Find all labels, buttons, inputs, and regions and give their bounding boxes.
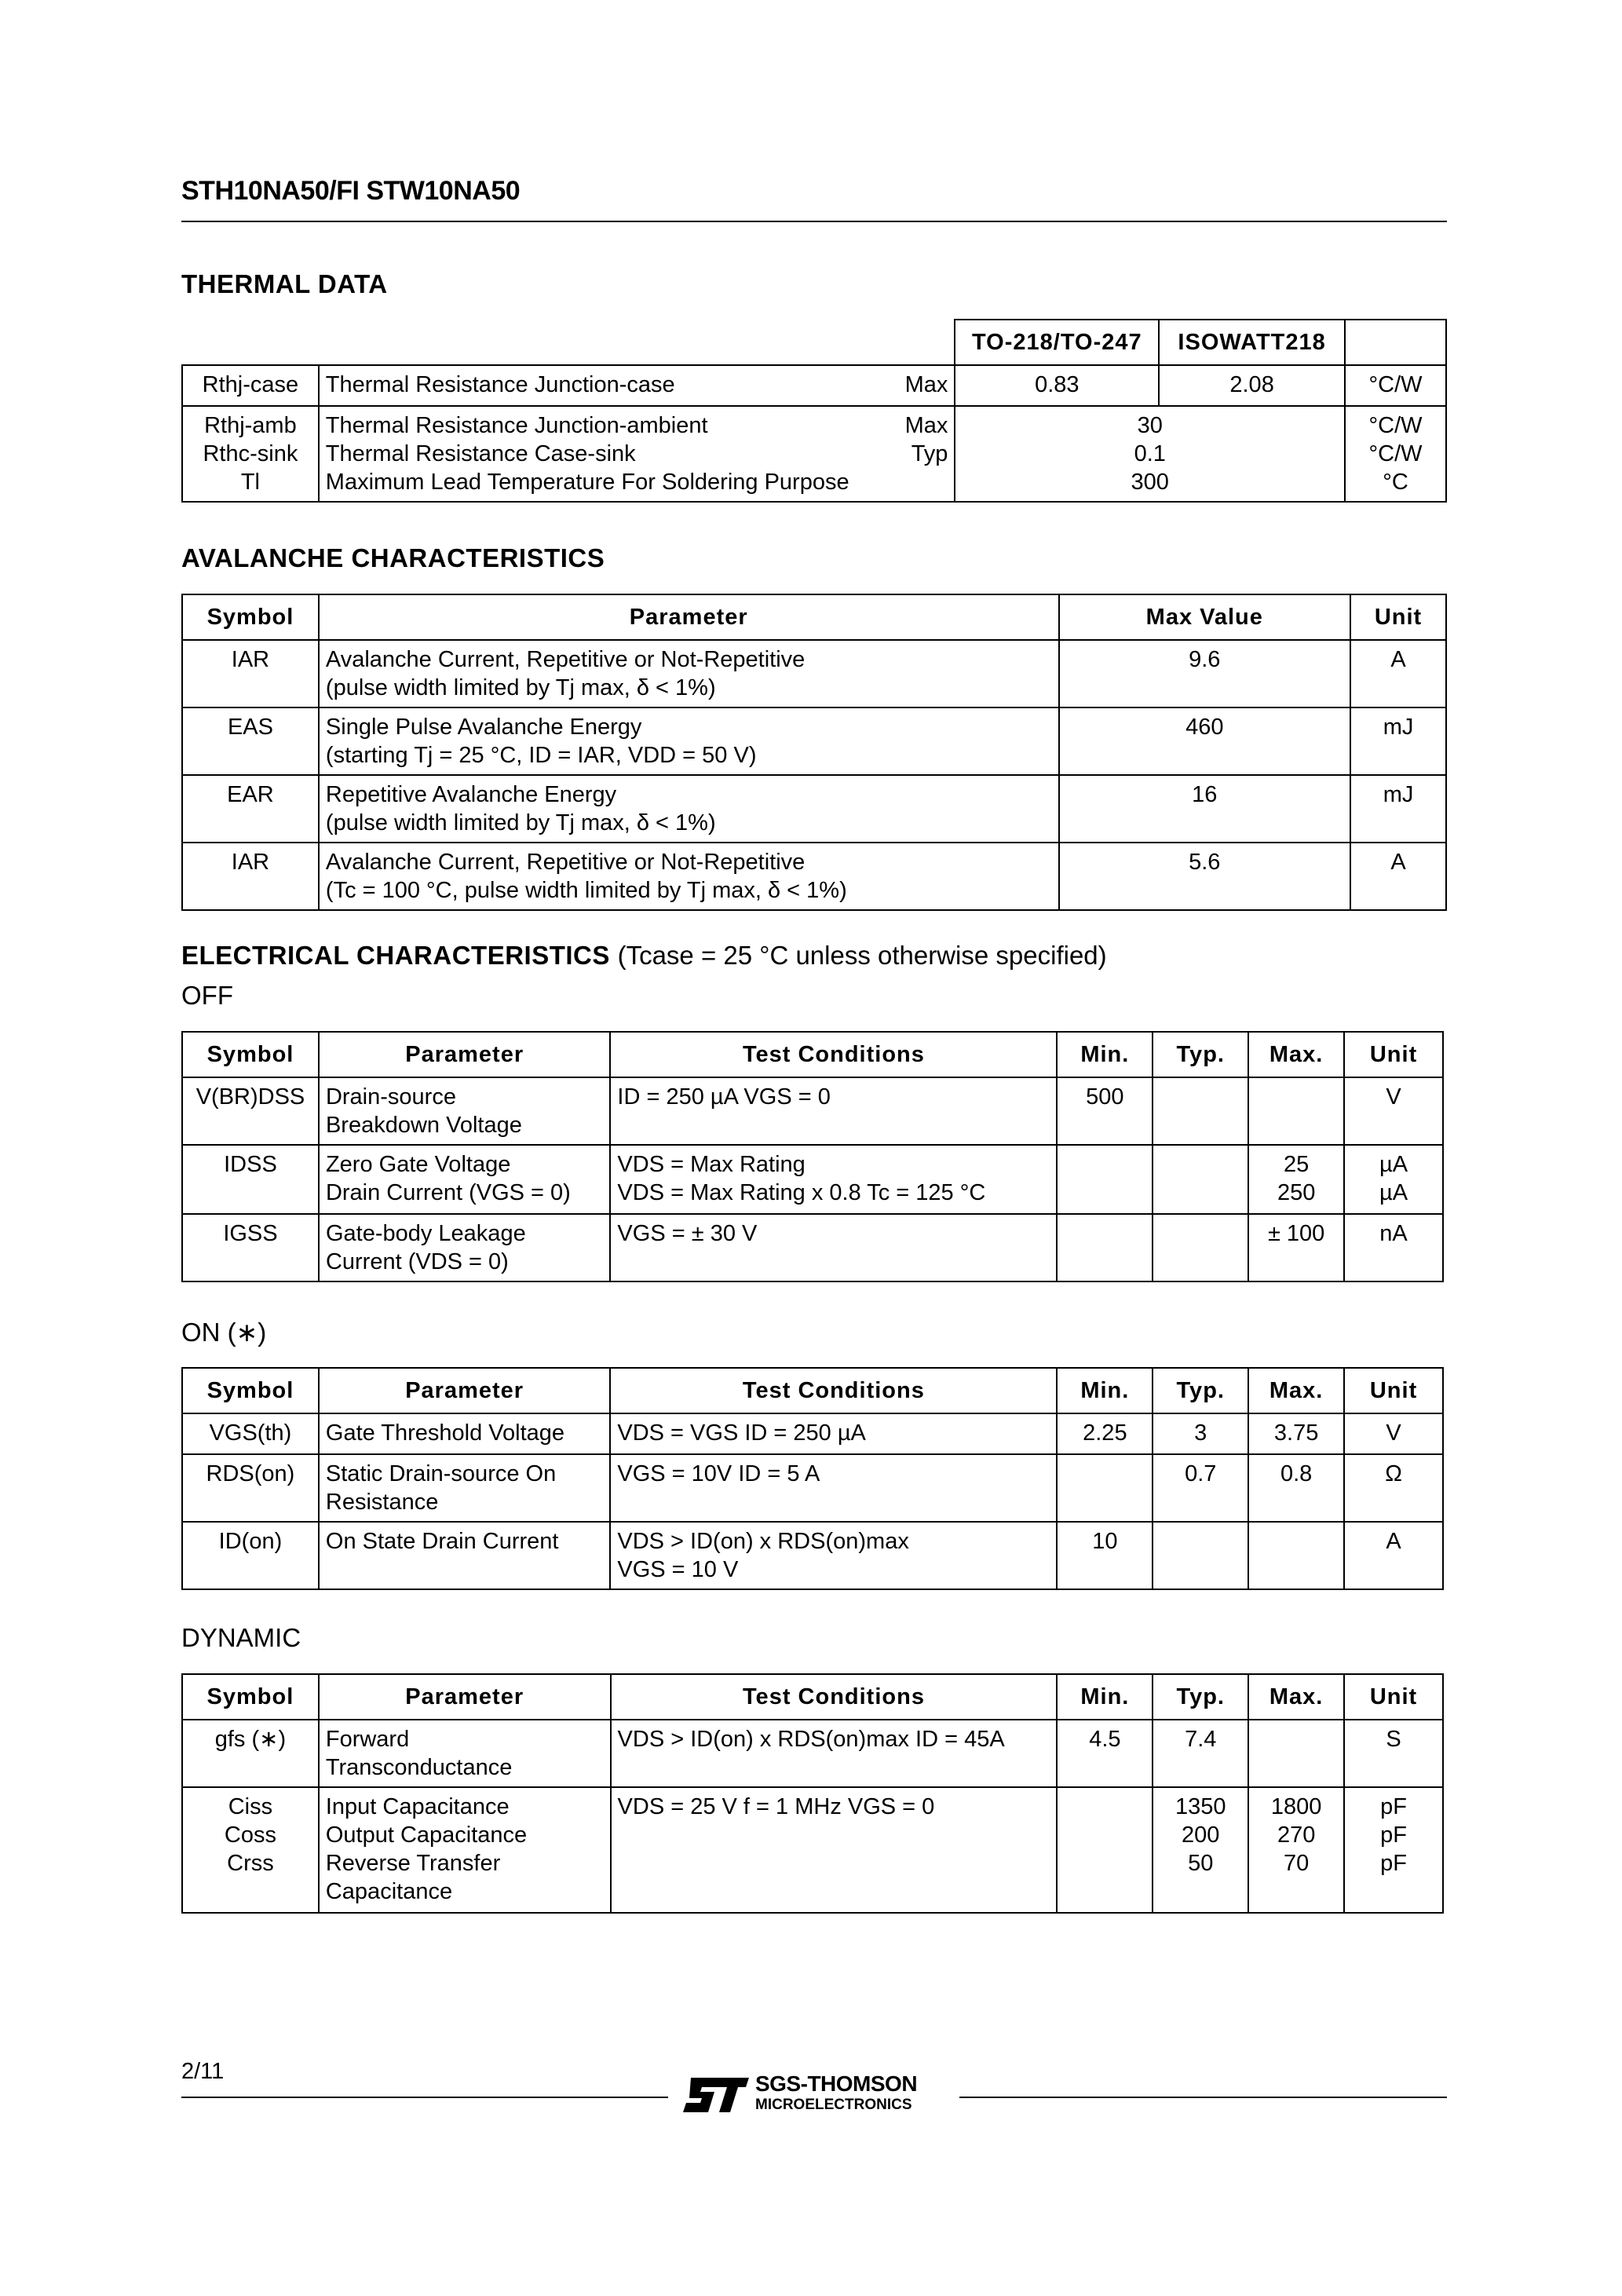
on-header-min: Min. (1057, 1368, 1153, 1413)
avalanche-header-unit: Unit (1350, 594, 1446, 640)
thermal-value-isowatt: 2.08 (1159, 365, 1345, 406)
thermal-heading: THERMAL DATA (181, 269, 388, 298)
on-header-test: Test Conditions (610, 1368, 1057, 1413)
electrical-heading (181, 941, 1107, 971)
dynamic-header-unit: Unit (1344, 1674, 1443, 1720)
off-test: VGS = ± 30 V (610, 1214, 1057, 1281)
page-number: 2/11 (181, 2059, 225, 2084)
table-row (182, 1077, 1443, 1145)
avalanche-param: Single Pulse Avalanche Energy (starting Tj = 25 °C, ID = IAR, VDD = 50 V) (319, 707, 1059, 775)
dynamic-unit: pF pF pF (1344, 1787, 1443, 1913)
table-row (182, 1454, 1443, 1522)
on-unit: A (1344, 1522, 1443, 1589)
off-max: ± 100 (1248, 1214, 1344, 1281)
avalanche-unit: mJ (1350, 707, 1446, 775)
on-unit: V (1344, 1413, 1443, 1454)
on-min (1057, 1454, 1153, 1522)
off-unit: µA µA (1344, 1145, 1443, 1214)
avalanche-header-parameter: Parameter (319, 594, 1059, 640)
off-header-typ: Typ. (1153, 1032, 1248, 1077)
dynamic-param: Forward Transconductance (319, 1720, 611, 1787)
avalanche-param: Avalanche Current, Repetitive or Not-Repetitive (Tc = 100 °C, pulse width limited by Tj max, δ < 1%) (319, 843, 1059, 910)
on-test: VDS > ID(on) x RDS(on)max VGS = 10 V (610, 1522, 1057, 1589)
on-symbol: ID(on) (182, 1522, 319, 1589)
table-row (182, 1720, 1443, 1787)
on-max: 0.8 (1248, 1454, 1344, 1522)
electrical-heading-note: (Tcase = 25 °C unless otherwise specified) (617, 941, 1107, 970)
on-table (181, 1367, 1444, 1590)
off-min: 500 (1057, 1077, 1153, 1145)
thermal-col-isowatt: ISOWATT218 (1159, 320, 1345, 365)
thermal-params-group: Thermal Resistance Junction-ambient Max Thermal Resistance Case-sink Typ Maximum Lead Temperature For Soldering Purpose (319, 406, 955, 502)
on-max (1248, 1522, 1344, 1589)
dynamic-header-min: Min. (1057, 1674, 1153, 1720)
off-test: VDS = Max Rating VDS = Max Rating x 0.8 Tc = 125 °C (610, 1145, 1057, 1214)
thermal-col-to218: TO-218/TO-247 (955, 320, 1159, 365)
off-header-max: Max. (1248, 1032, 1344, 1077)
thermal-col-unit (1345, 320, 1446, 365)
table-row (182, 1787, 1443, 1913)
off-table (181, 1031, 1444, 1282)
table-row (182, 1522, 1443, 1589)
dynamic-unit: S (1344, 1720, 1443, 1787)
avalanche-param: Repetitive Avalanche Energy (pulse width limited by Tj max, δ < 1%) (319, 775, 1059, 843)
thermal-blank-header (182, 320, 955, 365)
off-header-unit: Unit (1344, 1032, 1443, 1077)
on-header-unit: Unit (1344, 1368, 1443, 1413)
dynamic-max (1248, 1720, 1344, 1787)
table-row (182, 843, 1446, 910)
table-row (182, 640, 1446, 707)
off-header-parameter: Parameter (319, 1032, 610, 1077)
on-header-typ: Typ. (1153, 1368, 1248, 1413)
avalanche-unit: A (1350, 843, 1446, 910)
off-min (1057, 1145, 1153, 1214)
on-header-parameter: Parameter (319, 1368, 610, 1413)
off-typ (1153, 1214, 1248, 1281)
off-symbol: IGSS (182, 1214, 319, 1281)
dynamic-param: Input Capacitance Output Capacitance Reverse Transfer Capacitance (319, 1787, 611, 1913)
table-row (182, 707, 1446, 775)
footer-rule-right (959, 2097, 1447, 2098)
thermal-param-junction-case: Thermal Resistance Junction-case Max (319, 365, 955, 406)
dynamic-typ: 7.4 (1153, 1720, 1248, 1787)
avalanche-unit: A (1350, 640, 1446, 707)
on-typ: 0.7 (1153, 1454, 1248, 1522)
on-param: Gate Threshold Voltage (319, 1413, 610, 1454)
electrical-heading-text: ELECTRICAL CHARACTERISTICS (181, 941, 610, 970)
off-param: Drain-source Breakdown Voltage (319, 1077, 610, 1145)
thermal-symbol-rthj-case: Rthj-case (182, 365, 319, 406)
off-max: 25 250 (1248, 1145, 1344, 1214)
on-header-symbol: Symbol (182, 1368, 319, 1413)
avalanche-header-symbol: Symbol (182, 594, 319, 640)
avalanche-heading: AVALANCHE CHARACTERISTICS (181, 543, 605, 572)
avalanche-symbol: EAR (182, 775, 319, 843)
on-param: On State Drain Current (319, 1522, 610, 1589)
dynamic-header-symbol: Symbol (182, 1674, 319, 1720)
dynamic-table (181, 1673, 1444, 1914)
dynamic-header-typ: Typ. (1153, 1674, 1248, 1720)
sgs-thomson-logo (680, 2070, 947, 2122)
st-logo-icon (680, 2071, 751, 2120)
dynamic-header-max: Max. (1248, 1674, 1344, 1720)
dynamic-symbol: gfs (∗) (182, 1720, 319, 1787)
on-symbol: VGS(th) (182, 1413, 319, 1454)
logo-line2: MICROELECTRONICS (755, 2097, 912, 2113)
dynamic-header-parameter: Parameter (319, 1674, 611, 1720)
document-title: STH10NA50/FI STW10NA50 (181, 176, 521, 206)
on-label: ON (∗) (181, 1318, 267, 1347)
on-symbol: RDS(on) (182, 1454, 319, 1522)
title-rule (181, 221, 1447, 222)
off-header-symbol: Symbol (182, 1032, 319, 1077)
dynamic-test: VDS = 25 V f = 1 MHz VGS = 0 (611, 1787, 1058, 1913)
avalanche-header-max: Max Value (1059, 594, 1351, 640)
off-symbol: V(BR)DSS (182, 1077, 319, 1145)
off-header-test: Test Conditions (610, 1032, 1057, 1077)
dynamic-typ: 1350 200 50 (1153, 1787, 1248, 1913)
off-unit: nA (1344, 1214, 1443, 1281)
on-unit: Ω (1344, 1454, 1443, 1522)
avalanche-unit: mJ (1350, 775, 1446, 843)
dynamic-test: VDS > ID(on) x RDS(on)max ID = 45A (611, 1720, 1058, 1787)
on-typ (1153, 1522, 1248, 1589)
avalanche-symbol: IAR (182, 640, 319, 707)
on-test: VDS = VGS ID = 250 µA (610, 1413, 1057, 1454)
off-typ (1153, 1077, 1248, 1145)
table-row (182, 1413, 1443, 1454)
avalanche-symbol: IAR (182, 843, 319, 910)
thermal-value-to218: 0.83 (955, 365, 1159, 406)
footer-rule-left (181, 2097, 668, 2098)
dynamic-header-test: Test Conditions (611, 1674, 1058, 1720)
dynamic-min: 4.5 (1057, 1720, 1153, 1787)
table-row (182, 775, 1446, 843)
dynamic-label: DYNAMIC (181, 1623, 301, 1652)
off-unit: V (1344, 1077, 1443, 1145)
off-max (1248, 1077, 1344, 1145)
off-header-min: Min. (1057, 1032, 1153, 1077)
dynamic-max: 1800 270 70 (1248, 1787, 1344, 1913)
thermal-values-shared: 30 0.1 300 (955, 406, 1345, 502)
on-param: Static Drain-source On Resistance (319, 1454, 610, 1522)
off-label: OFF (181, 981, 233, 1010)
avalanche-max: 16 (1059, 775, 1351, 843)
on-min: 2.25 (1057, 1413, 1153, 1454)
dynamic-min (1057, 1787, 1153, 1913)
table-row (182, 1214, 1443, 1281)
avalanche-max: 460 (1059, 707, 1351, 775)
avalanche-param: Avalanche Current, Repetitive or Not-Repetitive (pulse width limited by Tj max, δ < 1%) (319, 640, 1059, 707)
logo-line1: SGS-THOMSON (755, 2071, 918, 2096)
thermal-unit: °C/W (1345, 365, 1446, 406)
thermal-symbols-group: Rthj-amb Rthc-sink Tl (182, 406, 319, 502)
off-test: ID = 250 µA VGS = 0 (610, 1077, 1057, 1145)
thermal-units-group: °C/W °C/W °C (1345, 406, 1446, 502)
off-typ (1153, 1145, 1248, 1214)
table-row (182, 1145, 1443, 1214)
off-param: Zero Gate Voltage Drain Current (VGS = 0) (319, 1145, 610, 1214)
dynamic-symbol: Ciss Coss Crss (182, 1787, 319, 1913)
on-min: 10 (1057, 1522, 1153, 1589)
avalanche-symbol: EAS (182, 707, 319, 775)
on-header-max: Max. (1248, 1368, 1344, 1413)
off-min (1057, 1214, 1153, 1281)
off-symbol: IDSS (182, 1145, 319, 1214)
avalanche-max: 5.6 (1059, 843, 1351, 910)
thermal-table (181, 319, 1447, 503)
on-max: 3.75 (1248, 1413, 1344, 1454)
off-param: Gate-body Leakage Current (VDS = 0) (319, 1214, 610, 1281)
avalanche-max: 9.6 (1059, 640, 1351, 707)
on-test: VGS = 10V ID = 5 A (610, 1454, 1057, 1522)
avalanche-table (181, 594, 1447, 911)
on-typ: 3 (1153, 1413, 1248, 1454)
